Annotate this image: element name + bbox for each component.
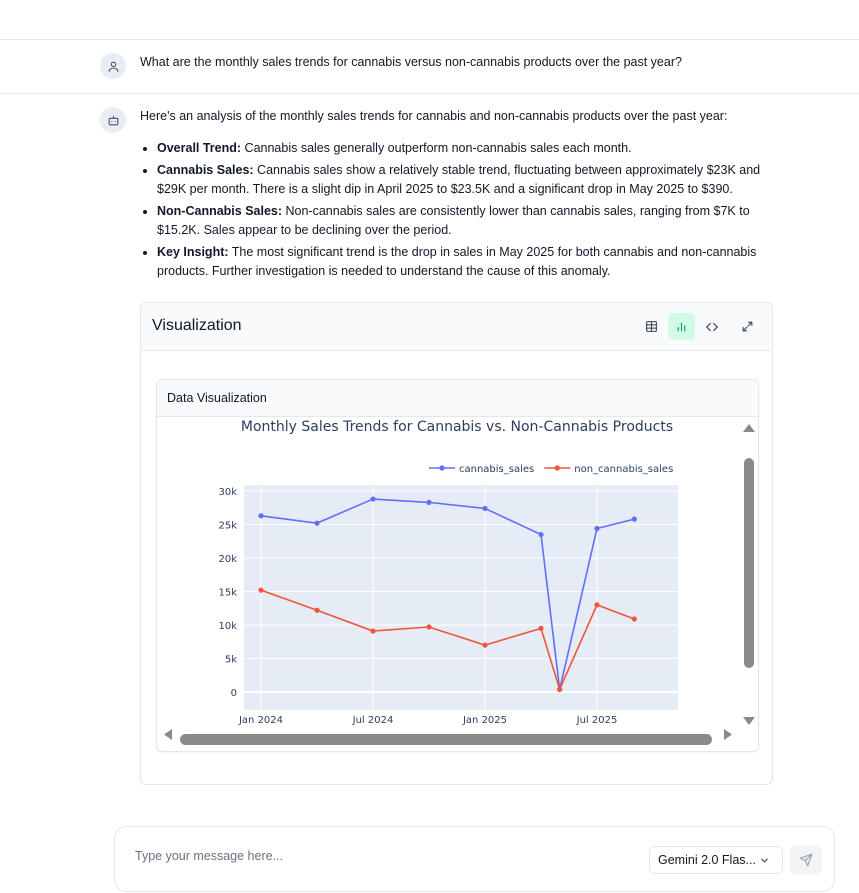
data-point <box>258 588 263 593</box>
chevron-down-icon <box>759 855 770 866</box>
message-divider <box>0 93 859 94</box>
send-icon <box>799 853 813 867</box>
data-visualization-title: Data Visualization <box>167 391 267 405</box>
chart-view-button[interactable] <box>668 313 695 340</box>
data-point <box>482 506 487 511</box>
visualization-title: Visualization <box>152 317 242 334</box>
data-point <box>594 602 599 607</box>
assistant-bullet-list <box>140 139 777 284</box>
assistant-avatar <box>100 107 126 133</box>
x-tick-label: Jan 2025 <box>462 715 508 726</box>
expand-icon <box>741 320 754 333</box>
code-view-button[interactable] <box>698 313 725 340</box>
bullet-overall-trend: • Overall Trend: Cannabis sales generally outperform non-cannabis sales each month. <box>157 139 777 158</box>
data-point <box>426 500 431 505</box>
vertical-scrollbar[interactable] <box>743 424 755 725</box>
x-tick-label: Jul 2024 <box>352 715 394 726</box>
scroll-up-arrow[interactable] <box>743 424 755 432</box>
data-point <box>594 526 599 531</box>
user-message-text: What are the monthly sales trends for cannabis versus non-cannabis products over the past year? <box>140 55 682 69</box>
bullet-cannabis-sales: • Cannabis Sales: Cannabis sales show a relatively stable trend, fluctuating between approximately $23K and $29K per month. There is a slight dip in April 2025 to $23.5K and a significant drop in May 2025 to $390. <box>157 161 777 199</box>
horizontal-scroll-thumb[interactable] <box>180 734 712 745</box>
expand-button[interactable] <box>734 313 761 340</box>
visualization-header <box>141 303 772 351</box>
data-point <box>632 616 637 621</box>
data-point <box>557 687 562 692</box>
chart-legend <box>429 464 673 475</box>
data-point <box>426 624 431 629</box>
y-tick-label: 0 <box>230 688 237 699</box>
plot-area <box>244 485 678 710</box>
assistant-intro: Here's an analysis of the monthly sales trends for cannabis and non-cannabis products over the past year: <box>140 109 728 123</box>
user-avatar <box>100 53 126 79</box>
scroll-left-arrow[interactable] <box>164 729 172 740</box>
x-tick-label: Jan 2024 <box>238 715 284 726</box>
y-tick-label: 10k <box>218 621 237 632</box>
y-tick-label: 25k <box>218 520 237 532</box>
message-input-bar <box>114 826 835 892</box>
chart-title: Monthly Sales Trends for Cannabis vs. Non-Cannabis Products <box>240 419 674 435</box>
legend-marker <box>555 465 560 470</box>
scroll-down-arrow[interactable] <box>743 717 755 725</box>
legend-marker <box>439 465 444 470</box>
model-select-value: Gemini 2.0 Flas... <box>658 853 756 867</box>
user-icon <box>107 60 120 73</box>
data-point <box>538 532 543 537</box>
bullet-non-cannabis-sales: • Non-Cannabis Sales: Non-cannabis sales are consistently lower than cannabis sales, ranging from $7K to $15.2K. Sales appear to be declining over the period. <box>157 202 777 240</box>
data-point <box>538 626 543 631</box>
data-point <box>482 643 487 648</box>
horizontal-scrollbar[interactable] <box>164 729 732 745</box>
vertical-scroll-thumb[interactable] <box>744 458 754 668</box>
data-point <box>258 513 263 518</box>
table-view-button[interactable] <box>638 313 665 340</box>
data-visualization-card <box>156 379 759 752</box>
sales-trend-chart <box>157 416 758 751</box>
x-tick-label: Jul 2025 <box>576 715 618 726</box>
y-tick-label: 30k <box>218 487 237 498</box>
visualization-card <box>140 302 773 785</box>
y-tick-label: 5k <box>224 654 237 666</box>
scroll-right-arrow[interactable] <box>724 729 732 740</box>
table-icon <box>645 320 658 333</box>
data-visualization-header <box>157 380 758 417</box>
bullet-key-insight: • Key Insight: The most significant trend is the drop in sales in May 2025 for both cannabis and non-cannabis products. Further investigation is needed to understand the cause of this anomaly. <box>157 243 777 281</box>
model-select[interactable] <box>649 846 783 874</box>
data-point <box>314 521 319 526</box>
data-point <box>632 517 637 522</box>
bar-chart-icon <box>675 320 688 333</box>
y-tick-label: 15k <box>218 587 237 599</box>
code-icon <box>705 320 719 334</box>
data-point <box>370 628 375 633</box>
message-input[interactable] <box>135 849 615 863</box>
y-tick-label: 20k <box>218 554 237 565</box>
bot-icon <box>107 114 120 127</box>
legend-label: non_cannabis_sales <box>574 464 674 475</box>
send-button[interactable] <box>790 845 822 875</box>
legend-label: cannabis_sales <box>459 464 535 475</box>
data-point <box>370 496 375 501</box>
top-divider <box>0 39 859 40</box>
data-point <box>314 608 319 613</box>
